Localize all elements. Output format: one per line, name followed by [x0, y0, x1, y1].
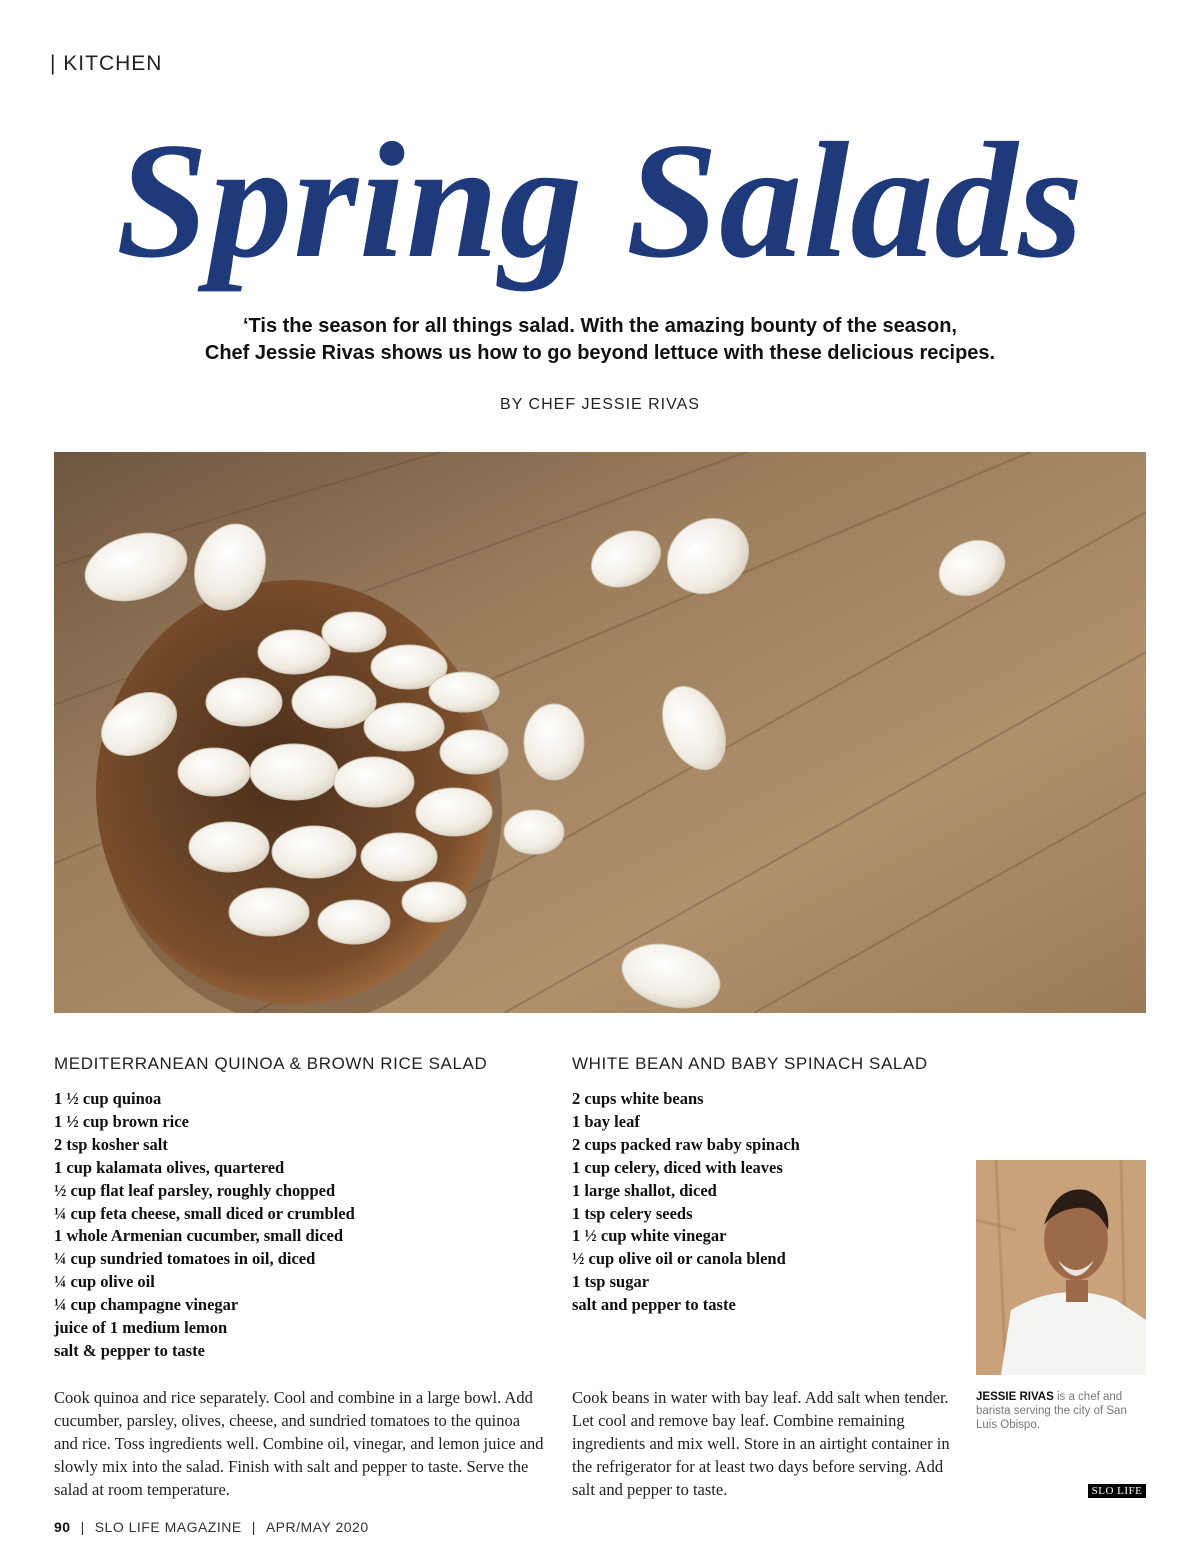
footer-separator: |: [251, 1519, 256, 1535]
ingredient: ¼ cup feta cheese, small diced or crumbled: [54, 1203, 355, 1223]
recipe-title: MEDITERRANEAN QUINOA & BROWN RICE SALAD: [54, 1054, 488, 1073]
ingredient: ½ cup olive oil or canola blend: [572, 1249, 786, 1269]
page-footer: [54, 1519, 369, 1535]
caption-name: JESSIE RIVAS: [976, 1391, 1054, 1403]
recipe-method: Cook quinoa and rice separately. Cool and combine in a large bowl. Add cucumber, parsley, olives, cheese, and sundried tomatoes to the quinoa and rice. Toss ingredients well. Combine oil, vinegar, and lemon juice and slowly mix into the salad. Finish with salt and pepper to taste. Serve the salad at room temperature.: [54, 1388, 544, 1499]
recipe-method: Cook beans in water with bay leaf. Add salt when tender. Let cool and remove bay leaf. Combine remaining ingredients and mix well. Store in an airtight container in the refrigerator for at least two days before serving. Add salt and pepper to taste.: [572, 1388, 950, 1499]
recipe-white-bean: [572, 1053, 952, 1317]
ingredient: 1 whole Armenian cucumber, small diced: [54, 1226, 344, 1246]
ingredient: 1 bay leaf: [572, 1111, 640, 1131]
ingredient: 1 tsp celery seeds: [572, 1203, 693, 1223]
dek-line-1: ‘Tis the season for all things salad. With the amazing bounty of the season,: [242, 315, 957, 337]
ingredient: 1 cup celery, diced with leaves: [572, 1157, 783, 1177]
page-title: Spring Salads: [116, 108, 1084, 292]
ingredient: ½ cup flat leaf parsley, roughly chopped: [54, 1180, 336, 1200]
ingredient: 1 ½ cup brown rice: [54, 1111, 189, 1131]
portrait-caption: [976, 1390, 1148, 1432]
hero-photo-white-beans: [54, 452, 1146, 1013]
slo-life-logo: SLO LIFE: [1088, 1484, 1146, 1498]
page-number: 90: [54, 1519, 71, 1535]
ingredient: 1 tsp sugar: [572, 1272, 650, 1292]
section-tag: | KITCHEN: [50, 52, 163, 75]
publication-name: SLO LIFE MAGAZINE: [94, 1519, 242, 1535]
ingredient: 1 ½ cup quinoa: [54, 1089, 162, 1108]
ingredient: 2 cups white beans: [572, 1089, 704, 1108]
ingredient: 1 large shallot, diced: [572, 1180, 717, 1200]
issue-date: APR/MAY 2020: [265, 1519, 369, 1535]
ingredient: salt & pepper to taste: [54, 1340, 205, 1360]
footer-separator: |: [80, 1519, 85, 1535]
ingredient: ¼ cup sundried tomatoes in oil, diced: [54, 1249, 316, 1269]
caption-text: is a chef and barista serving the city of San Luis Obispo.: [976, 1391, 1127, 1431]
ingredient: 2 cups packed raw baby spinach: [572, 1134, 800, 1154]
ingredient-list: [572, 1088, 952, 1317]
ingredient: juice of 1 medium lemon: [54, 1318, 228, 1338]
dek: [0, 313, 1200, 367]
ingredient: ¼ cup olive oil: [54, 1272, 155, 1292]
recipe-mediterranean: [54, 1053, 544, 1363]
ingredient: 1 cup kalamata olives, quartered: [54, 1157, 285, 1177]
byline: BY CHEF JESSIE RIVAS: [500, 396, 700, 413]
ingredient: ¼ cup champagne vinegar: [54, 1295, 239, 1315]
ingredient: 2 tsp kosher salt: [54, 1134, 168, 1154]
ingredient-list: [54, 1088, 544, 1363]
ingredient: 1 ½ cup white vinegar: [572, 1226, 727, 1246]
ingredient: salt and pepper to taste: [572, 1295, 736, 1315]
chef-portrait-photo: [976, 1160, 1146, 1375]
dek-line-2: Chef Jessie Rivas shows us how to go beyond lettuce with these delicious recipes.: [204, 342, 996, 364]
recipe-title: WHITE BEAN AND BABY SPINACH SALAD: [572, 1054, 928, 1073]
